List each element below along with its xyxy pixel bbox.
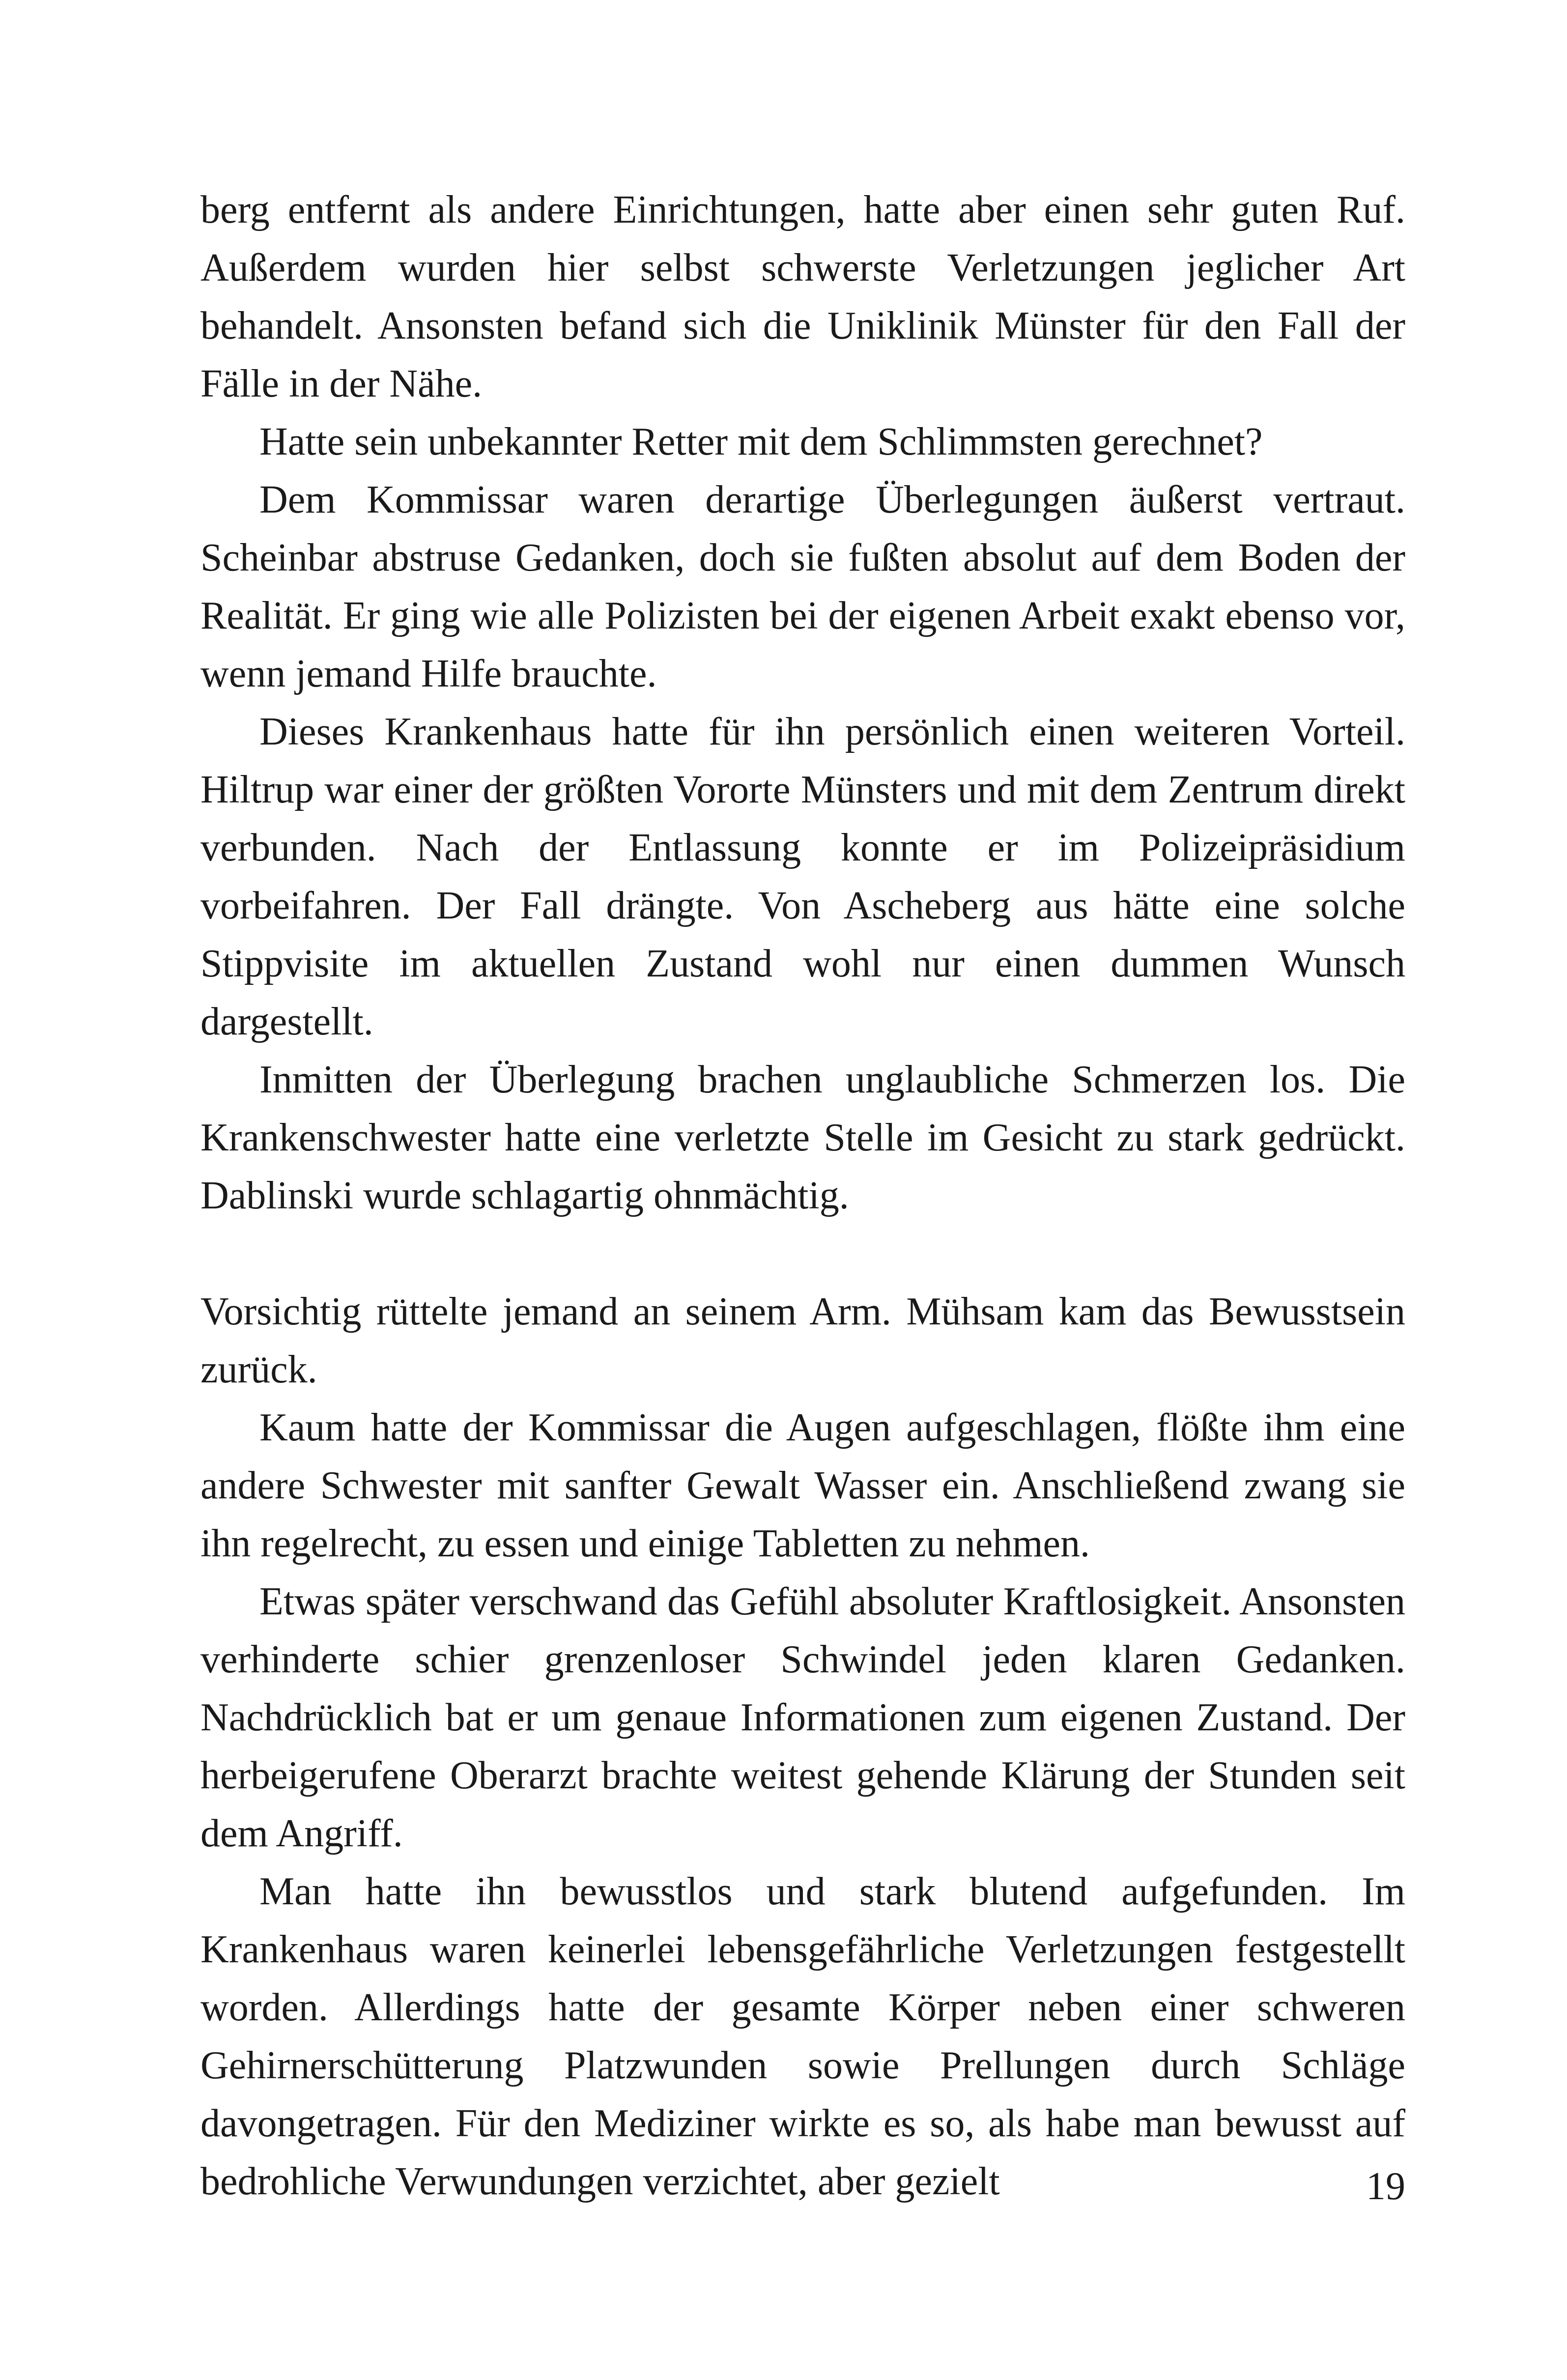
paragraph-2: Hatte sein unbekannter Retter mit dem Schlimmsten gerechnet?: [259, 420, 1263, 463]
paragraph-7: Kaum hatte der Kommissar die Augen aufgeschlagen, flößte ihm eine andere Schwester mit sanfter Gewalt Wasser ein. Anschließend zwang sie ihn regelrecht, zu essen und einige Tabletten zu nehmen.: [200, 1406, 1405, 1565]
page-number: 19: [1366, 2165, 1405, 2208]
paragraph-3: Dem Kommissar waren derartige Überlegungen äußerst vertraut. Scheinbar abstruse Gedanken, doch sie fußten absolut auf dem Boden der Realität. Er ging wie alle Polizisten bei der eigenen Arbeit exakt ebenso vor, wenn jemand Hilfe brauchte.: [200, 478, 1405, 695]
paragraph-8: Etwas später verschwand das Gefühl absoluter Kraftlosigkeit. Ansonsten verhinderte schier grenzenloser Schwindel jeden klaren Gedanken. Nachdrücklich bat er um genaue Informationen zum eigenen Zustand. Der herbeigerufene Oberarzt brachte weitest gehende Klärung der Stunden seit dem Angriff.: [200, 1580, 1405, 1855]
paragraph-1: berg entfernt als andere Einrichtungen, hatte aber einen sehr guten Ruf. Außerdem wurden hier selbst schwerste Verletzungen jeglicher Art behandelt. Ansonsten befand sich die Uniklinik Münster für den Fall der Fälle in der Nähe.: [200, 188, 1405, 405]
paragraph-4: Dieses Krankenhaus hatte für ihn persönlich einen weiteren Vorteil. Hiltrup war einer der größten Vororte Münsters und mit dem Zentrum direkt verbunden. Nach der Entlassung konnte er im Polizeipräsidium vorbeifahren. Der Fall drängte. Von Ascheberg aus hätte eine solche Stippvisite im aktuellen Zustand wohl nur einen dummen Wunsch dargestellt.: [200, 710, 1405, 1043]
paragraph-6: Vorsichtig rüttelte jemand an seinem Arm. Mühsam kam das Bewusstsein zurück.: [200, 1290, 1405, 1391]
book-page-text: [200, 181, 1405, 2210]
paragraph-5: Inmitten der Überlegung brachen unglaubliche Schmerzen los. Die Krankenschwester hatte eine verletzte Stelle im Gesicht zu stark gedrückt. Dablinski wurde schlagartig ohnmächtig.: [200, 1058, 1405, 1217]
paragraph-9: Man hatte ihn bewusstlos und stark blutend aufgefunden. Im Krankenhaus waren keinerlei lebensgefährliche Verletzungen festgestellt worden. Allerdings hatte der gesamte Körper neben einer schweren Gehirnerschütterung Platzwunden sowie Prellungen durch Schläge davongetragen. Für den Mediziner wirkte es so, als habe man bewusst auf bedrohliche Verwundungen verzichtet, aber gezielt: [200, 1870, 1405, 2203]
